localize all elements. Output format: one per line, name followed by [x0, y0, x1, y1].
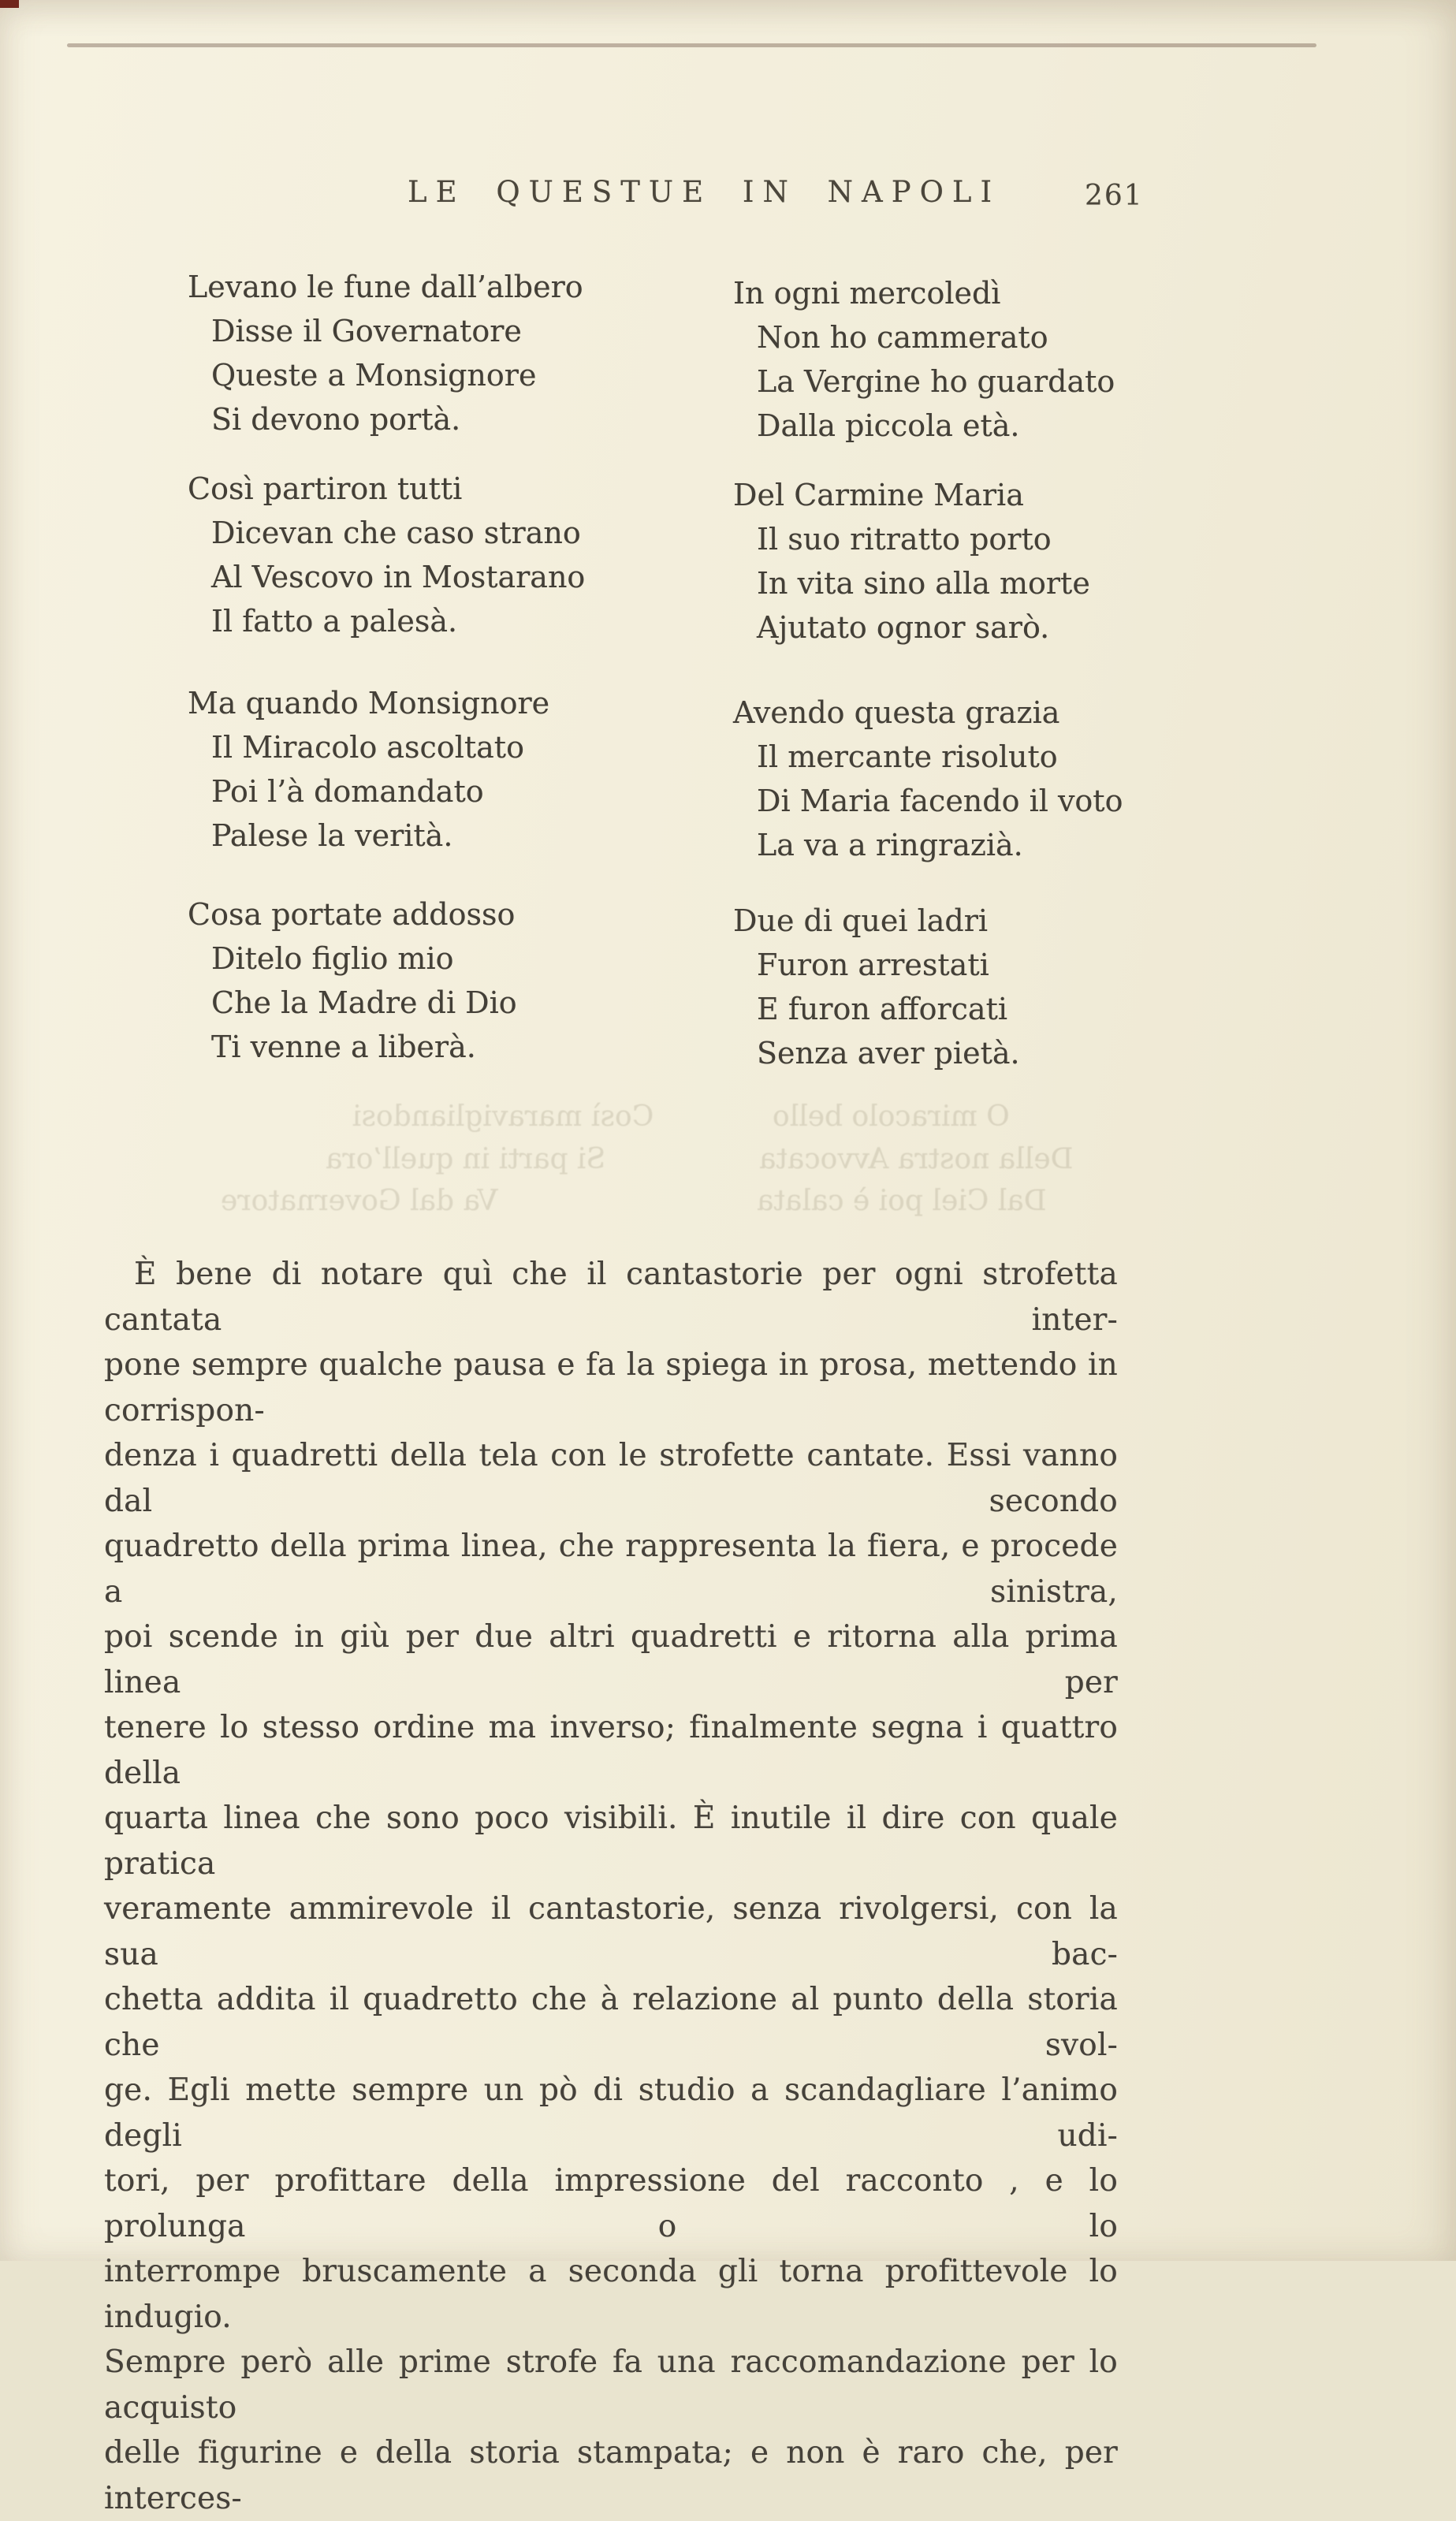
verse-line: Disse il Governatore	[211, 314, 522, 348]
verse-line: Il mercante risoluto	[757, 739, 1058, 774]
verse-line: Non ho cammerato	[757, 320, 1048, 355]
verse-line: Levano le fune dall’albero	[188, 270, 583, 304]
prose-line: pone sempre qualche pausa e fa la spiega in prosa, mettendo in corrispon-	[104, 1347, 1118, 1428]
prose-line: quarta linea che sono poco visibili. È inutile il dire con quale pratica	[104, 1800, 1118, 1882]
prose-line: tenere lo stesso ordine ma inverso; finalmente segna i quattro della	[104, 1710, 1118, 1791]
verse-line: Del Carmine Maria	[733, 478, 1024, 512]
page-corner-mark	[0, 0, 19, 8]
bleed-through-text: Così maravigliandosi	[352, 1100, 654, 1133]
prose-paragraph	[104, 1252, 1118, 2521]
verse-line: Di Maria facendo il voto	[757, 784, 1123, 818]
verse-line: La va a ringrazià.	[757, 828, 1023, 862]
verse-line: Ti venne a liberà.	[211, 1030, 476, 1064]
verse-line: Dalla piccola età.	[757, 408, 1020, 443]
prose-line: È bene di notare quì che il cantastorie per ogni strofetta cantata inter-	[104, 1257, 1118, 1338]
prose-line: tori, per profittare della impressione del racconto , e lo prolunga o lo	[104, 2163, 1118, 2244]
verse-line: La Vergine ho guardato	[757, 364, 1115, 399]
prose-line: poi scende in giù per due altri quadretti e ritorna alla prima linea per	[104, 1619, 1118, 1700]
bleed-through-text: O miracolo bello	[773, 1100, 1010, 1133]
verse-line: Poi l’à domandato	[211, 774, 484, 809]
prose-line: ge. Egli mette sempre un pò di studio a scandagliare l’animo degli udi-	[104, 2072, 1118, 2154]
verse-line: Avendo questa grazia	[733, 695, 1060, 730]
verse-line: Ajutato ognor sarò.	[757, 610, 1050, 645]
page-title: LE QUESTUE IN NAPOLI	[408, 175, 1001, 209]
verse-line: Due di quei ladri	[733, 903, 989, 938]
bleed-through-text: Va dal Governatore	[221, 1185, 498, 1217]
verse-line: Si devono portà.	[211, 402, 461, 437]
page-top-edge-shadow	[67, 43, 1316, 47]
verse-line: Ma quando Monsignore	[188, 686, 550, 721]
bleed-through-text: Dal Ciel poi è calata	[757, 1185, 1047, 1217]
stanza	[188, 681, 549, 858]
verse-line: Che la Madre di Dio	[211, 985, 517, 1020]
verse-line: In vita sino alla morte	[757, 566, 1090, 601]
verse-line: Senza aver pietà.	[757, 1036, 1020, 1071]
verse-line: Cosa portate addosso	[188, 897, 516, 932]
verse-line: Il fatto a palesà.	[211, 604, 458, 639]
verse-line: Furon arrestati	[757, 948, 989, 982]
verse-line: Al Vescovo in Mostarano	[211, 560, 586, 594]
verse-line: Palese la verità.	[211, 818, 453, 853]
page-number: 261	[1085, 180, 1144, 212]
verse-line: E furon afforcati	[757, 992, 1008, 1026]
verse-line: Il suo ritratto porto	[757, 522, 1052, 557]
stanza	[188, 892, 517, 1069]
bleed-through-text: Si parti in quell’ora	[326, 1143, 606, 1175]
verse-line: Dicevan che caso strano	[211, 516, 581, 550]
prose-line: Sempre però alle prime strofe fa una raccomandazione per lo acquisto	[104, 2344, 1118, 2426]
verse-line: Così partiron tutti	[188, 471, 463, 506]
verse-line: Queste a Monsignore	[211, 358, 537, 393]
stanza	[733, 473, 1090, 650]
prose-line: denza i quadretti della tela con le strofette cantate. Essi vanno dal secondo	[104, 1438, 1118, 1519]
stanza	[188, 265, 583, 441]
verse-line: In ogni mercoledì	[733, 276, 1001, 311]
stanza	[733, 691, 1123, 867]
prose-line: veramente ammirevole il cantastorie, senza rivolgersi, con la sua bac-	[104, 1891, 1118, 1972]
prose-line: interrompe bruscamente a seconda gli torna profittevole lo indugio.	[104, 2254, 1118, 2335]
prose-line: chetta addita il quadretto che à relazione al punto della storia che svol-	[104, 1982, 1118, 2063]
verse-line: Ditelo figlio mio	[211, 941, 454, 976]
prose-line: quadretto della prima linea, che rappresenta la fiera, e procede a sinistra,	[104, 1529, 1118, 1610]
verse-line: Il Miracolo ascoltato	[211, 730, 524, 765]
stanza	[188, 467, 585, 643]
stanza	[733, 899, 1020, 1075]
bleed-through-text: Della nostra Avvocata	[759, 1143, 1074, 1175]
prose-line: delle figurine e della storia stampata; e non è raro che, per interces-	[104, 2435, 1118, 2516]
stanza	[733, 271, 1115, 448]
